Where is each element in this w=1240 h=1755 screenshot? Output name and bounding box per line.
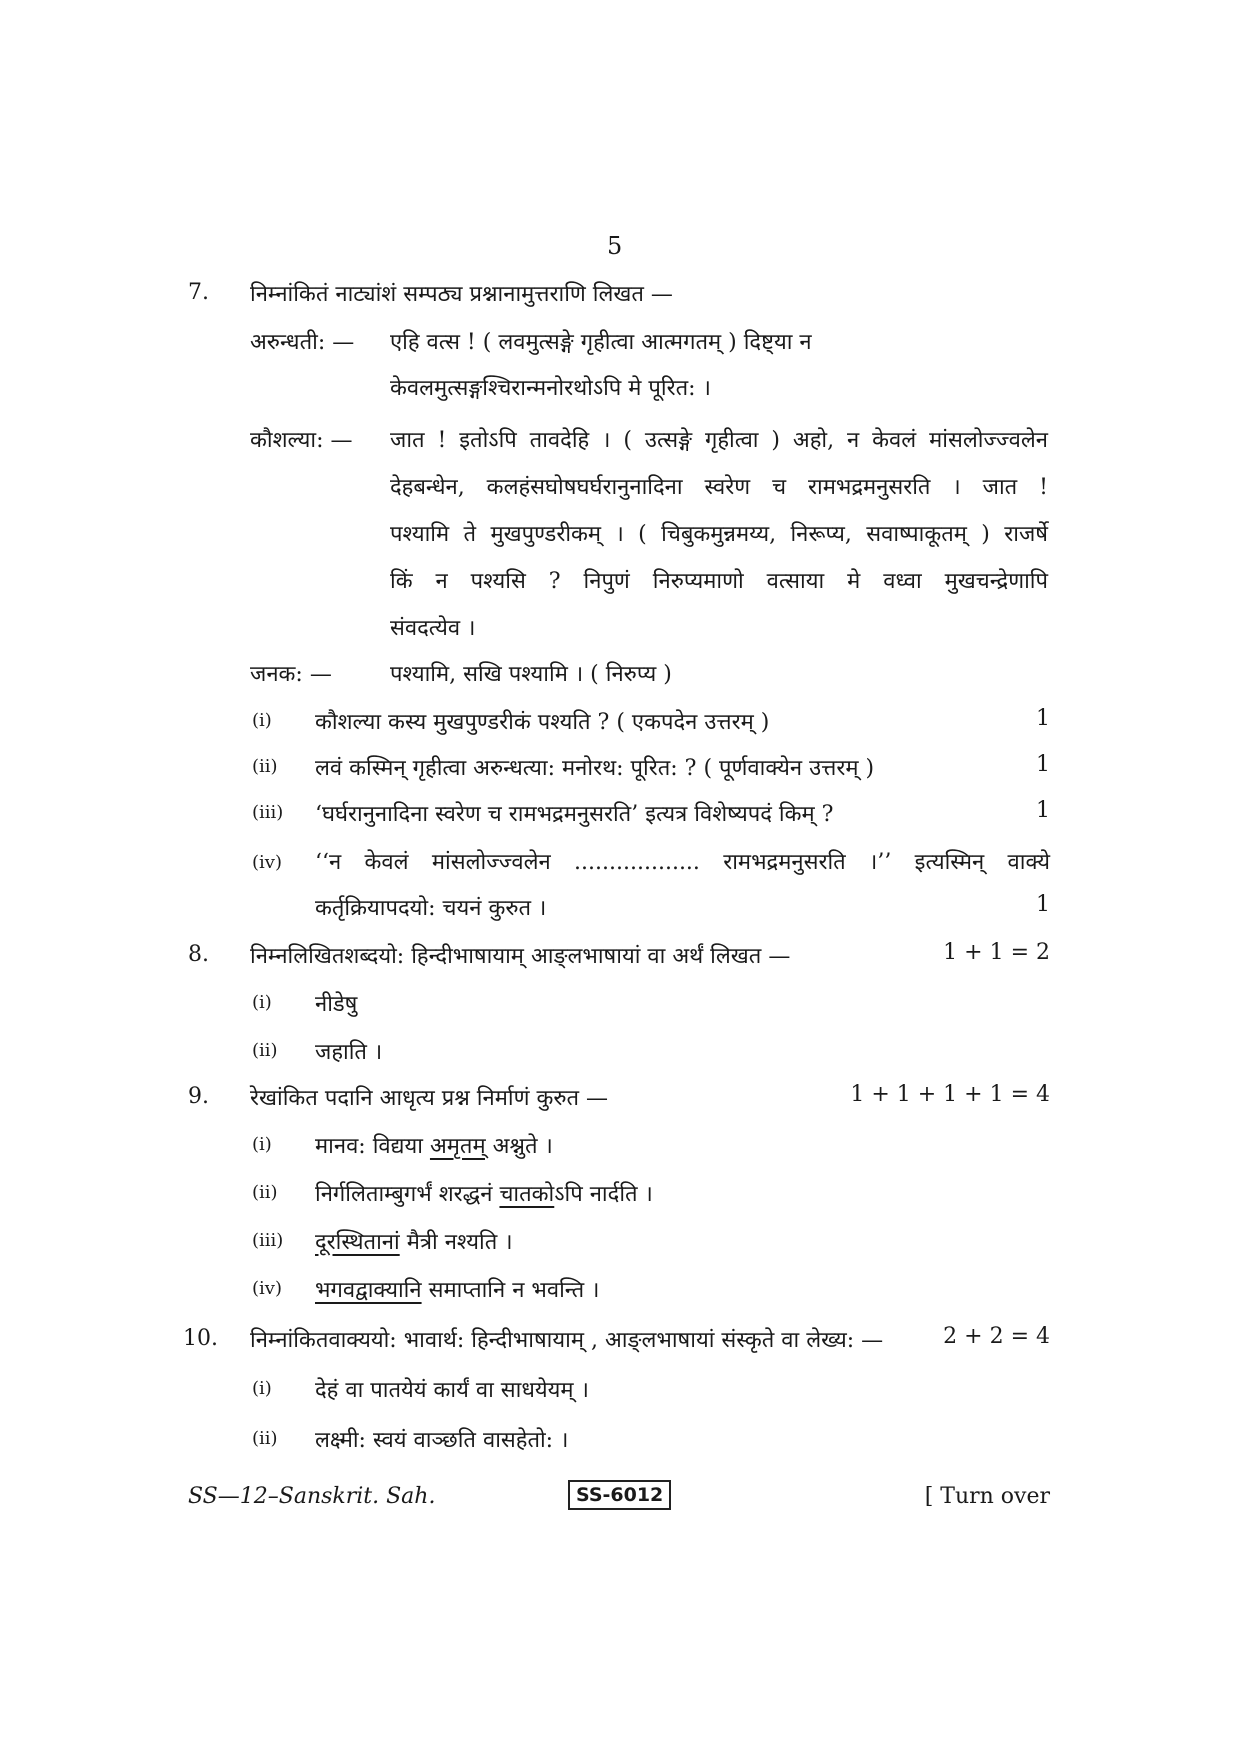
q9-item-text: मानव: विद्यया अमृतम् अश्नुते । (315, 1134, 553, 1159)
speaker-kaushalya: कौशल्या: — (250, 428, 353, 453)
arundhati-line-2: केवलमुत्सङ्गश्चिरान्मनोरथोऽपि मे पूरित: । (390, 376, 711, 401)
q8-item-number: (ii) (252, 1040, 278, 1061)
page-number: 5 (607, 232, 623, 260)
q8-item-number: (i) (252, 992, 272, 1013)
kaushalya-line-5: संवदत्येव । (390, 616, 476, 641)
q7-item-marks: 1 (1036, 798, 1050, 823)
q9-marks: 1 + 1 + 1 + 1 = 4 (850, 1082, 1050, 1107)
q9-item-number: (iv) (252, 1278, 282, 1299)
q10-instruction: निम्नांकितवाक्ययो: भावार्थ: हिन्दीभाषायाम् , आङ्लभाषायां संस्कृते वा लेख्य: — (250, 1328, 884, 1353)
underlined-word: चातको (499, 1182, 555, 1207)
q10-item-text: देहं वा पातयेयं कार्यं वा साधयेयम् । (315, 1378, 589, 1403)
q8-item-text: नीडेषु (315, 992, 358, 1017)
q7-item-text-cont: कर्तृक्रियापदयो: चयनं कुरुत । (315, 896, 547, 921)
q8-number: 8. (188, 942, 209, 967)
q9-instruction: रेखांकित पदानि आधृत्य प्रश्न निर्माणं कुरुत — (250, 1086, 609, 1111)
speaker-arundhati: अरुन्धती: — (250, 330, 355, 355)
q9-item-number: (i) (252, 1134, 272, 1155)
q8-marks: 1 + 1 = 2 (943, 940, 1050, 965)
q9-item-text: दूरस्थितानां मैत्री नश्यति । (315, 1230, 513, 1255)
kaushalya-line-2: देहबन्धेन, कलहंसघोषघर्घरानुनादिना स्वरेण च रामभद्रमनुसरति । जात ! (390, 475, 1048, 500)
q7-number: 7. (188, 280, 209, 305)
underlined-word: भगवद्वाक्यानि (315, 1278, 422, 1303)
q9-item-number: (ii) (252, 1182, 278, 1203)
q7-item-marks: 1 (1036, 752, 1050, 777)
q7-item-text: ‘घर्घरानुनादिना स्वरेण च रामभद्रमनुसरति’ इत्यत्र विशेष्यपदं किम् ? (315, 802, 834, 827)
q7-item-marks: 1 (1036, 706, 1050, 731)
q10-number: 10. (183, 1326, 218, 1351)
underlined-word: दूरस्थितानां (315, 1230, 400, 1255)
q8-instruction: निम्नलिखितशब्दयो: हिन्दीभाषायाम् आङ्लभाषायां वा अर्थं लिखत — (250, 944, 791, 969)
q9-item-text: निर्गलिताम्बुगर्भं शरद्धनं चातकोऽपि नार्दति । (315, 1182, 653, 1207)
q8-item-text: जहाति । (315, 1040, 383, 1065)
footer-paper-code: SS-6012 (568, 1480, 671, 1510)
q7-item-number: (ii) (252, 756, 278, 777)
kaushalya-line-1: जात ! इतोऽपि तावदेहि । ( उत्सङ्गे गृहीत्वा ) अहो, न केवलं मांसलोज्ज्वलेन (390, 428, 1048, 453)
q7-instruction: निम्नांकितं नाट्यांशं सम्पठ्य प्रश्नानामुत्तराणि लिखत — (250, 282, 673, 307)
q7-item-text: लवं कस्मिन् गृहीत्वा अरुन्धत्या: मनोरथ: पूरित: ? ( पूर्णवाक्येन उत्तरम् ) (315, 756, 875, 781)
kaushalya-line-3: पश्यामि ते मुखपुण्डरीकम् । ( चिबुकमुन्नमय्य, निरूप्य, सवाष्पाकूतम् ) राजर्षे (390, 522, 1048, 547)
q9-item-text: भगवद्वाक्यानि समाप्तानि न भवन्ति । (315, 1278, 600, 1303)
q9-item-number: (iii) (252, 1230, 284, 1251)
footer-subject: SS—12–Sanskrit. Sah. (188, 1484, 436, 1509)
q9-number: 9. (188, 1084, 209, 1109)
q7-item-number: (i) (252, 710, 272, 731)
q7-item-marks: 1 (1036, 892, 1050, 917)
q7-item-number: (iv) (252, 852, 282, 873)
q7-item-text: ‘‘न केवलं मांसलोज्ज्वलेन .................. रामभद्रमनुसरति ।’’ इत्यस्मिन् वाक्ये (315, 850, 1050, 875)
arundhati-line-1: एहि वत्स ! ( लवमुत्सङ्गे गृहीत्वा आत्मगतम् ) दिष्ट्या न (390, 330, 812, 355)
underlined-word: अमृतम् (429, 1134, 486, 1159)
q10-item-number: (ii) (252, 1428, 278, 1449)
q10-item-number: (i) (252, 1378, 272, 1399)
janaka-line-1: पश्यामि, सखि पश्यामि । ( निरुप्य ) (390, 662, 672, 687)
speaker-janaka: जनक: — (250, 662, 332, 687)
kaushalya-line-4: किं न पश्यसि ? निपुणं निरुप्यमाणो वत्साया मे वध्वा मुखचन्द्रेणापि (390, 569, 1048, 594)
footer-turn-over: [ Turn over (924, 1484, 1050, 1509)
q10-item-text: लक्ष्मी: स्वयं वाञ्छति वासहेतो: । (315, 1428, 569, 1453)
q7-item-number: (iii) (252, 802, 284, 823)
q7-item-text: कौशल्या कस्य मुखपुण्डरीकं पश्यति ? ( एकपदेन उत्तरम् ) (315, 710, 770, 735)
q10-marks: 2 + 2 = 4 (943, 1324, 1050, 1349)
